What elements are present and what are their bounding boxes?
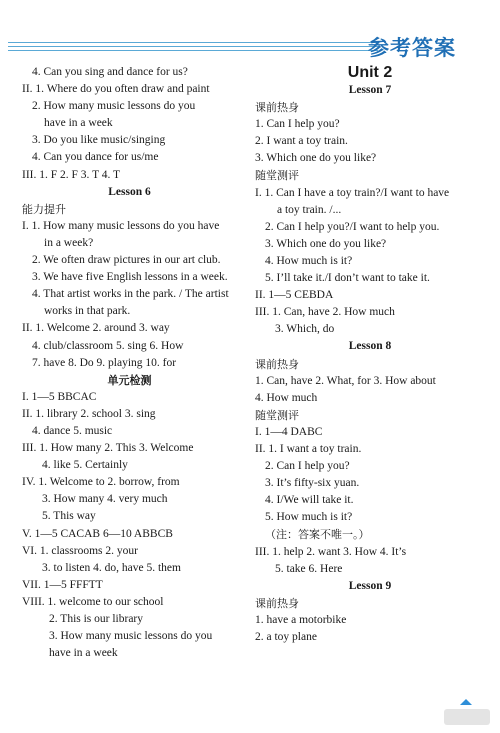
- right-line: Lesson 7: [348, 84, 392, 96]
- left-line: 4. That artist works in the park. / The artist: [32, 288, 229, 301]
- header-rule-bottom: [8, 50, 378, 51]
- right-line: 课前热身: [255, 596, 299, 610]
- right-line: 课前热身: [255, 357, 299, 371]
- right-line: 5. take 6. Here: [275, 562, 343, 575]
- right-line: 2. Can I help you?: [265, 460, 350, 473]
- right-line: 4. I/We will take it.: [265, 494, 354, 507]
- right-line: 5. I’ll take it./I don’t want to take it.: [265, 272, 430, 285]
- right-line: I. 1—4 DABC: [255, 425, 323, 438]
- page-header: [0, 28, 500, 62]
- header-rule-middle: [8, 46, 378, 47]
- left-line: VII. 1—5 FFFTT: [22, 578, 103, 591]
- left-line: in a week?: [44, 236, 94, 249]
- header-rule-top: [8, 42, 378, 43]
- right-line: II. 1—5 CEBDA: [255, 289, 334, 302]
- right-line: a toy train. /...: [277, 203, 342, 216]
- left-column: [22, 64, 237, 662]
- right-line: 1. have a motorbike: [255, 613, 347, 626]
- left-line: 2. We often draw pictures in our art club.: [32, 254, 221, 267]
- left-line: II. 1. library 2. school 3. sing: [22, 407, 156, 420]
- right-line: Unit 2: [347, 64, 393, 81]
- right-line: 3. Which one do you like?: [265, 237, 387, 250]
- left-line: 2. This is our library: [49, 613, 144, 625]
- left-line: 4. dance 5. music: [32, 424, 113, 437]
- left-line: 3. to listen 4. do, have 5. them: [42, 561, 181, 574]
- left-line: 4. Can you dance for us/me: [32, 151, 159, 164]
- left-line: 4. like 5. Certainly: [42, 459, 128, 472]
- right-line: 1. Can I help you?: [255, 118, 340, 131]
- left-line: works in that park.: [44, 305, 131, 318]
- left-line: have in a week: [49, 647, 118, 660]
- left-line: 3. How many music lessons do you: [49, 630, 213, 643]
- left-line: II. 1. Welcome 2. around 3. way: [22, 322, 170, 335]
- right-line: 3. It’s fifty-six yuan.: [265, 477, 360, 490]
- left-line: 3. We have five English lessons in a week.: [32, 271, 228, 284]
- right-line: Lesson 8: [348, 340, 392, 353]
- right-line: 2. a toy plane: [255, 631, 317, 643]
- right-line: III. 1. Can, have 2. How much: [255, 306, 395, 319]
- right-line: 2. I want a toy train.: [255, 135, 348, 148]
- right-line: 3. Which, do: [275, 323, 335, 336]
- right-line: 5. How much is it?: [265, 511, 353, 524]
- left-line: II. 1. Where do you often draw and paint: [22, 83, 210, 96]
- right-line: 4. How much is it?: [265, 254, 353, 267]
- left-line: 2. How many music lessons do you: [32, 100, 196, 113]
- right-line: 3. Which one do you like?: [255, 152, 377, 165]
- answer-key-title: 参考答案: [368, 36, 456, 60]
- left-line: 5. This way: [42, 510, 96, 523]
- left-line: III. 1. How many 2. This 3. Welcome: [22, 442, 194, 455]
- right-line: I. 1. Can I have a toy train?/I want to have: [255, 186, 450, 199]
- left-line: 3. Do you like music/singing: [32, 134, 166, 147]
- left-line: I. 1—5 BBCAC: [22, 390, 97, 403]
- right-line: II. 1. I want a toy train.: [255, 442, 362, 455]
- publisher-watermark-icon: [442, 699, 492, 729]
- right-line: 随堂测评: [255, 408, 299, 422]
- left-line: III. 1. F 2. F 3. T 4. T: [22, 168, 121, 181]
- right-line: 2. Can I help you?/I want to help you.: [265, 220, 440, 233]
- right-line: 4. How much: [255, 391, 318, 404]
- left-line: VIII. 1. welcome to our school: [22, 595, 164, 608]
- left-line: IV. 1. Welcome to 2. borrow, from: [22, 476, 180, 489]
- right-line: 1. Can, have 2. What, for 3. How about: [255, 374, 436, 387]
- left-line: V. 1—5 CACAB 6—10 ABBCB: [22, 527, 173, 540]
- left-line: 7. have 8. Do 9. playing 10. for: [32, 356, 177, 369]
- left-line: Lesson 6: [108, 185, 151, 198]
- left-line: 3. How many 4. very much: [42, 493, 168, 506]
- left-line: 单元检测: [107, 373, 152, 387]
- right-line: Lesson 9: [348, 579, 392, 592]
- left-line: have in a week: [44, 117, 113, 130]
- right-line: III. 1. help 2. want 3. How 4. It’s: [255, 545, 407, 558]
- right-line: 课前热身: [255, 101, 299, 115]
- left-line: I. 1. How many music lessons do you have: [22, 219, 220, 232]
- left-line: 4. club/classroom 5. sing 6. How: [32, 339, 184, 352]
- right-column: [255, 64, 485, 646]
- left-line: 能力提升: [22, 202, 66, 216]
- right-line: 随堂测评: [255, 169, 299, 183]
- right-line: （注：答案不唯一。）: [265, 528, 370, 542]
- left-line: 4. Can you sing and dance for us?: [32, 66, 188, 78]
- left-line: VI. 1. classrooms 2. your: [22, 544, 138, 557]
